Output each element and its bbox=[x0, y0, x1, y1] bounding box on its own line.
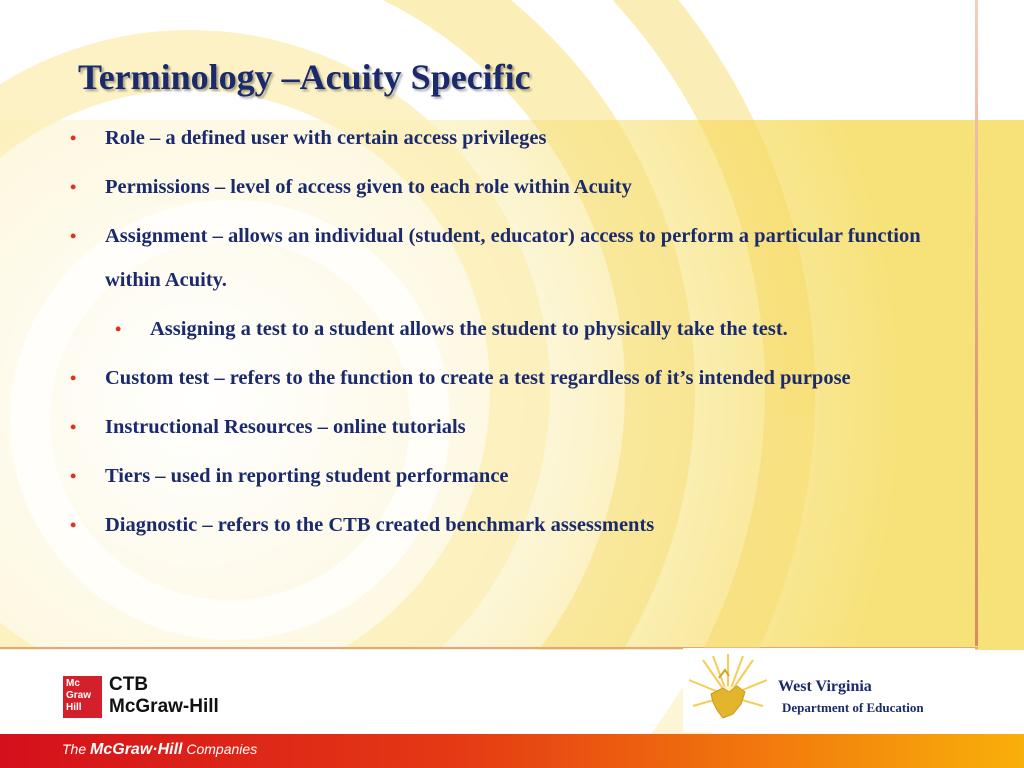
bullet-item-role bbox=[70, 116, 930, 160]
footer-brand-name: McGraw·Hill bbox=[90, 741, 183, 758]
bullet-text: Tiers – used in reporting student performance bbox=[105, 465, 509, 487]
bullet-item-tiers bbox=[70, 454, 930, 498]
wv-name-label: West Virginia bbox=[778, 678, 872, 695]
footer-prefix: The bbox=[62, 741, 91, 757]
bullet-item-permissions bbox=[70, 165, 930, 209]
bullet-dot-icon: • bbox=[70, 226, 77, 246]
bullet-text: Role – a defined user with certain access privileges bbox=[105, 127, 547, 149]
sub-bullet-item-assigning-test bbox=[70, 307, 930, 351]
bullet-item-custom-test bbox=[70, 356, 930, 400]
bullet-item-assignment bbox=[70, 214, 930, 302]
bullet-text: Instructional Resources – online tutorials bbox=[105, 416, 466, 438]
wv-department-label: Department of Education bbox=[782, 700, 924, 715]
ctb-mcgraw-hill-logo bbox=[63, 676, 223, 718]
logo-line: Graw bbox=[66, 690, 92, 701]
bullet-text: Assignment – allows an individual (student, educator) access to perform a particular function within Acuity. bbox=[105, 225, 921, 291]
right-vertical-rule bbox=[975, 0, 978, 646]
bullet-dot-icon: • bbox=[70, 417, 77, 437]
footer-banner bbox=[0, 734, 1024, 768]
bullet-dot-icon: • bbox=[70, 466, 77, 486]
ctb-label: CTB bbox=[109, 674, 149, 695]
bullet-text: Diagnostic – refers to the CTB created benchmark assessments bbox=[105, 514, 655, 536]
bullet-text: Permissions – level of access given to each role within Acuity bbox=[105, 176, 632, 198]
bullet-dot-icon: • bbox=[115, 319, 122, 339]
bullet-item-instructional-resources bbox=[70, 405, 930, 449]
bullet-dot-icon: • bbox=[70, 177, 77, 197]
wv-department-of-education-logo bbox=[683, 648, 975, 732]
slide-title: Terminology –Acuity Specific bbox=[78, 57, 531, 97]
ctb-logo-text bbox=[109, 674, 219, 718]
mcgraw-hill-label: McGraw-Hill bbox=[109, 696, 219, 717]
bullet-item-diagnostic bbox=[70, 503, 930, 547]
logo-line: Hill bbox=[66, 702, 82, 713]
bullet-list bbox=[70, 116, 930, 552]
footer-brand-text bbox=[62, 741, 257, 759]
footer-suffix: Companies bbox=[182, 741, 258, 757]
wv-sunburst-state-icon bbox=[683, 648, 773, 732]
bullet-dot-icon: • bbox=[70, 128, 77, 148]
bullet-dot-icon: • bbox=[70, 515, 77, 535]
mcgraw-hill-box-logo bbox=[63, 676, 102, 718]
bullet-text: Assigning a test to a student allows the student to physically take the test. bbox=[150, 318, 788, 340]
logo-line: Mc bbox=[66, 678, 80, 689]
bullet-dot-icon: • bbox=[70, 368, 77, 388]
bullet-text: Custom test – refers to the function to create a test regardless of it’s intended purpose bbox=[105, 367, 851, 389]
